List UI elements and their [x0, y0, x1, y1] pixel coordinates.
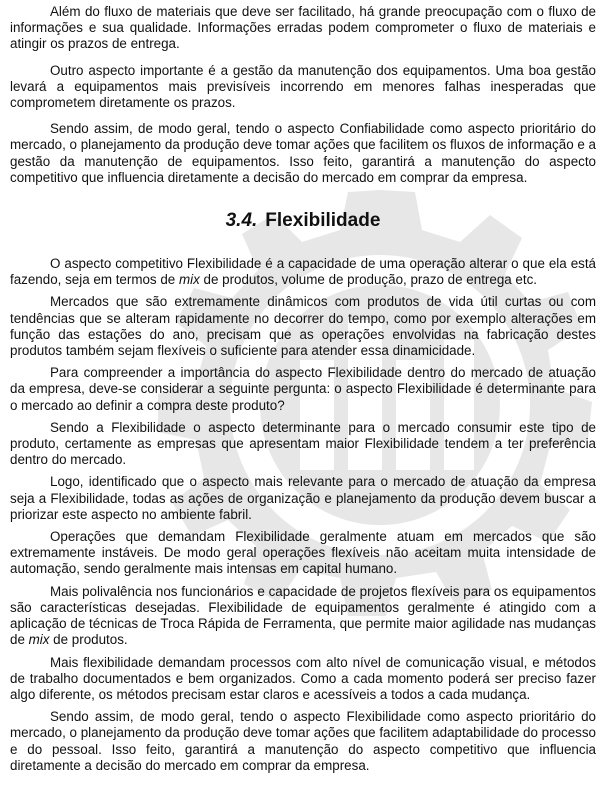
section-heading	[10, 209, 596, 233]
text-run: de produtos.	[49, 632, 128, 648]
section-number: 3.4.	[225, 210, 258, 232]
paragraph-key-question: Para compreender a importância do aspecto Flexibilidade dentro do mercado de atuação da empresa, deve-se considerar a seguinte pergunta: o aspecto Flexibilidade é determinante para o mercado ao definir a compra deste produto?	[10, 365, 596, 413]
italic-term: mix	[178, 272, 200, 288]
italic-term: mix	[28, 632, 50, 648]
paragraph-unstable-markets: Operações que demandam Flexibilidade geralmente atuam em mercados que são extremamente instáveis. De modo geral operações flexíveis não aceitam muita intensidade de automação, sendo geralmente mais intensas em capital humano.	[10, 529, 596, 577]
paragraph-materials-flow: Além do fluxo de materiais que deve ser facilitado, há grande preocupação com o fluxo de informações e sua qualidade. Informações erradas podem comprometer o fluxo de materiais e atingir os prazos de entrega.	[10, 4, 596, 52]
paragraph-determinant-aspect: Sendo a Flexibilidade o aspecto determinante para o mercado consumir este tipo de produto, certamente as empresas que apresentam maior Flexibilidade tendem a ter preferência dentro do mercado.	[10, 419, 596, 468]
paragraph-reliability-conclusion: Sendo assim, de modo geral, tendo o aspecto Confiabilidade como aspecto prioritário do mercado, o planejamento da produção deve tomar ações que facilitem os fluxos de informação e a gestão da manutenção de equipamentos. Isso feito, garantirá a manutenção do aspecto competitivo que influencia diretamente a decisão do mercado em comprar da empresa.	[10, 121, 596, 185]
section-title: Flexibilidade	[265, 210, 381, 232]
paragraph-flexibility-conclusion: Sendo assim, de modo geral, tendo o aspecto Flexibilidade como aspecto prioritário do mercado, o planejamento da produção deve tomar ações que facilitem adaptabilidade do processo e do pessoal. Isso feito, garantirá a manutenção do aspecto competitivo que influencia diretamente a decisão do mercado em comprar da empresa.	[10, 709, 596, 773]
paragraph-visual-communication: Mais flexibilidade demandam processos com alto nível de comunicação visual, e métodos de trabalho documentados e bem organizados. Como a cada momento poderá ser preciso fazer algo diferente, os métodos precisam estar claros e acessíveis a todos a cada mudança.	[10, 654, 596, 702]
paragraph-maintenance-management: Outro aspecto importante é a gestão da manutenção dos equipamentos. Uma boa gestão levará a equipamentos mais previsíveis incorrendo em menores falhas inesperadas que comprometem diretamente os prazos.	[10, 62, 596, 111]
paragraph-flexibility-definition	[10, 256, 596, 288]
text-run: O aspecto competitivo Flexibilidade é a capacidade de uma operação alterar o que ela está fazendo, seja em termos de	[10, 256, 596, 288]
paragraph-prioritize-flexibility: Logo, identificado que o aspecto mais relevante para o mercado de atuação da empresa seja a Flexibilidade, todas as ações de organização e planejamento da produção devem buscar a priorizar este aspecto no ambiente fabril.	[10, 474, 596, 522]
text-run: de produtos, volume de produção, prazo de entrega etc.	[199, 272, 538, 288]
text-run: Mais polivalência nos funcionários e capacidade de projetos flexíveis para os equipamentos são características desejadas. Flexibilidade de equipamentos geralmente é atingido com a aplicação de técnicas de Troca Rápida de Ferramenta, que permite maior agilidade nas mudanças de	[10, 583, 596, 648]
paragraph-dynamic-markets: Mercados que são extremamente dinâmicos com produtos de vida útil curtas ou com tendências que se alteram rapidamente no decorrer do tempo, como por exemplo alterações em função das estações do ano, precisam que as operações envolvidas na fabricação destes produtos também sejam flexíveis o suficiente para atender essa dinamicidade.	[10, 294, 596, 359]
paragraph-polyvalence	[10, 584, 596, 649]
